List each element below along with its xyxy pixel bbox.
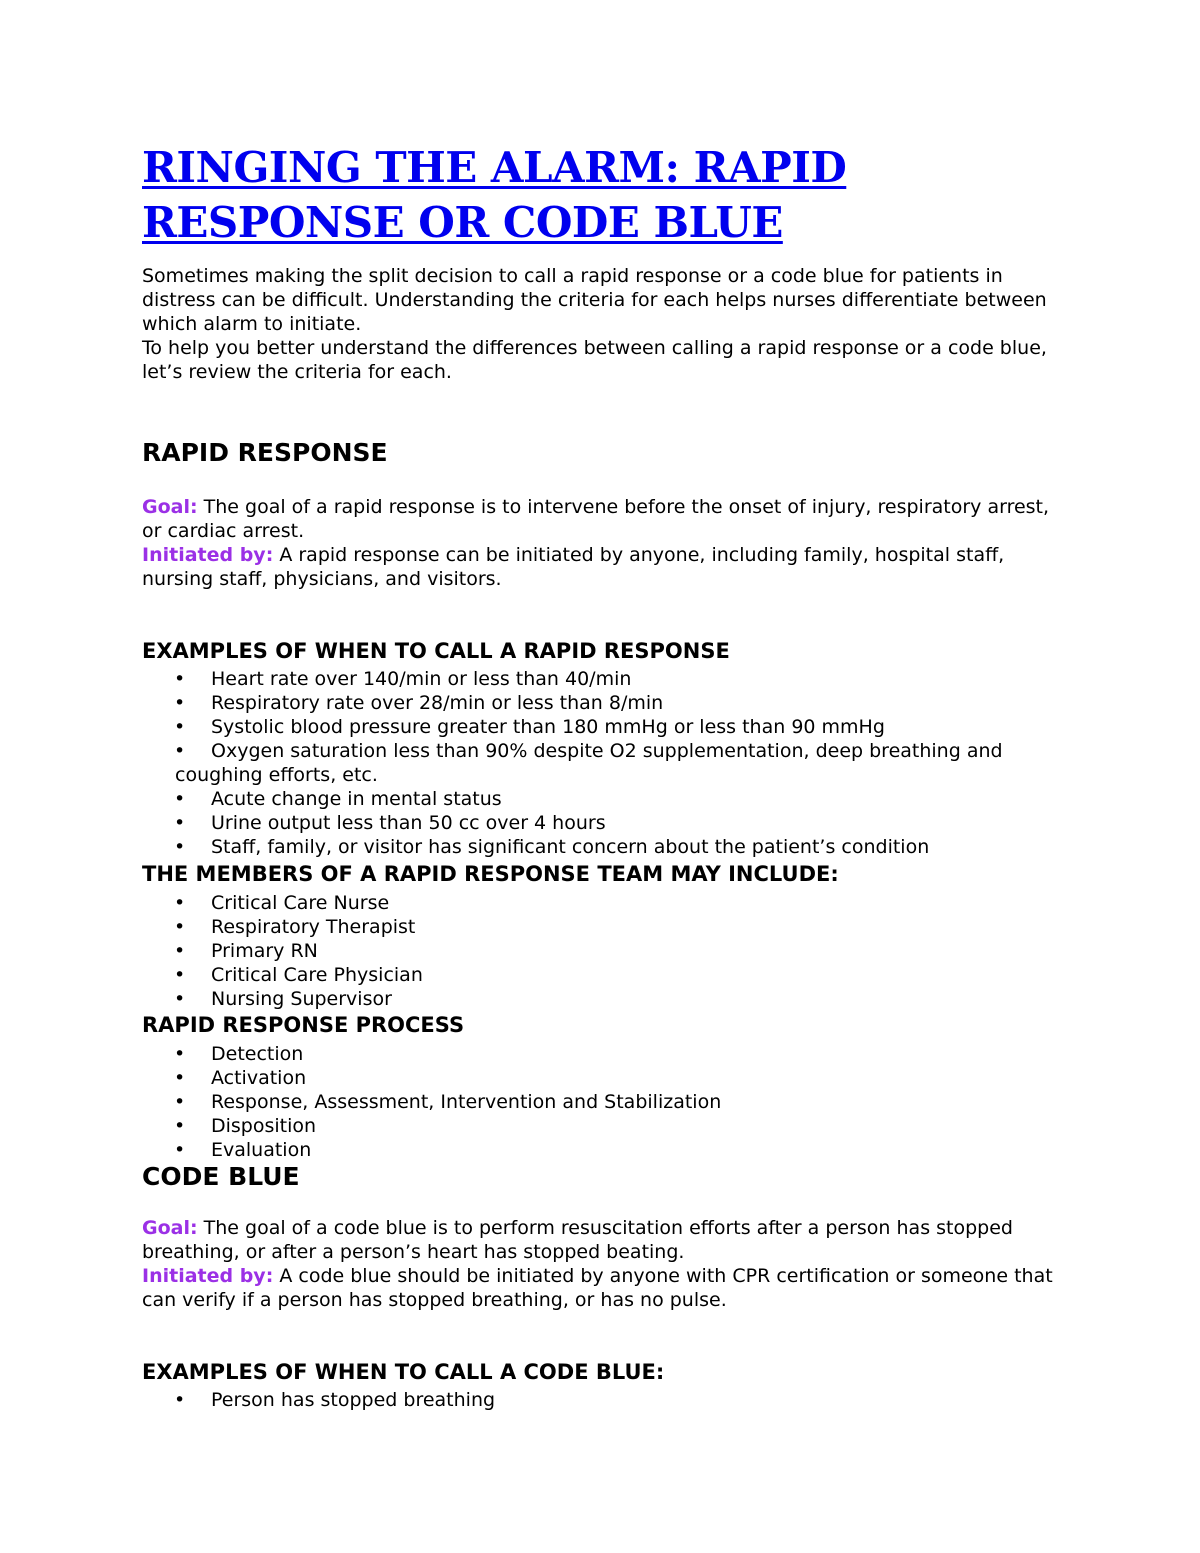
intro-paragraph-1: Sometimes making the split decision to call a rapid response or a code blue for patients in distress can be difficult. Understanding the criteria for each helps nurses differentiate between which alarm to initiate. — [142, 265, 1047, 335]
rapid-response-examples-heading: EXAMPLES OF WHEN TO CALL A RAPID RESPONSE — [142, 639, 730, 663]
list-item: • Staff, family, or visitor has significant concern about the patient’s condition — [174, 836, 930, 858]
goal-text: The goal of a code blue is to perform resuscitation efforts after a person has stopped breathing, or after a person’s heart has stopped beating. — [142, 1217, 1013, 1263]
bullet-icon: • — [174, 892, 186, 914]
bullet-icon: • — [174, 1067, 186, 1089]
bullet-icon: • — [174, 916, 186, 938]
list-item: • Respiratory rate over 28/min or less than 8/min — [174, 692, 664, 714]
title-line-2[interactable]: RESPONSE OR CODE BLUE — [142, 198, 783, 247]
initiated-by-label: Initiated by: — [142, 1265, 274, 1287]
list-item: • Evaluation — [174, 1139, 312, 1161]
code-blue-goal — [142, 1216, 1072, 1264]
goal-label: Goal: — [142, 1217, 198, 1239]
rapid-response-members-heading: THE MEMBERS OF A RAPID RESPONSE TEAM MAY INCLUDE: — [142, 862, 839, 886]
list-item: • Response, Assessment, Intervention and Stabilization — [174, 1091, 722, 1113]
bullet-icon: • — [174, 1115, 186, 1137]
rapid-response-examples-list — [142, 667, 1072, 859]
rapid-response-process-list — [142, 1042, 1072, 1162]
list-item: • Urine output less than 50 cc over 4 hours — [174, 812, 606, 834]
document-title[interactable] — [142, 140, 1072, 250]
list-item: • Critical Care Nurse — [174, 892, 390, 914]
rapid-response-members-list — [142, 891, 1072, 1011]
goal-text: The goal of a rapid response is to intervene before the onset of injury, respiratory arrest, or cardiac arrest. — [142, 496, 1050, 542]
bullet-icon: • — [174, 812, 186, 834]
intro-paragraph-2: To help you better understand the differences between calling a rapid response or a code blue, let’s review the criteria for each. — [142, 337, 1047, 383]
rapid-response-process-heading: RAPID RESPONSE PROCESS — [142, 1013, 465, 1037]
bullet-icon: • — [174, 716, 186, 738]
bullet-icon: • — [174, 836, 186, 858]
bullet-icon: • — [174, 1043, 186, 1065]
bullet-icon: • — [174, 1389, 186, 1411]
list-item: • Acute change in mental status — [174, 788, 502, 810]
code-blue-heading: CODE BLUE — [142, 1162, 300, 1191]
initiated-by-text: A rapid response can be initiated by anyone, including family, hospital staff, nursing staff, physicians, and visitors. — [142, 544, 1005, 590]
bullet-icon: • — [174, 740, 186, 762]
bullet-icon: • — [174, 668, 186, 690]
initiated-by-text: A code blue should be initiated by anyone with CPR certification or someone that can verify if a person has stopped breathing, or has no pulse. — [142, 1265, 1053, 1311]
list-item: • Critical Care Physician — [174, 964, 423, 986]
list-item: • Nursing Supervisor — [174, 988, 392, 1010]
list-item: • Respiratory Therapist — [174, 916, 416, 938]
bullet-icon: • — [174, 940, 186, 962]
bullet-icon: • — [174, 788, 186, 810]
initiated-by-label: Initiated by: — [142, 544, 274, 566]
list-item: • Systolic blood pressure greater than 180 mmHg or less than 90 mmHg — [174, 716, 885, 738]
bullet-icon: • — [174, 692, 186, 714]
bullet-icon: • — [174, 964, 186, 986]
bullet-icon: • — [174, 1091, 186, 1113]
code-blue-initiated-by — [142, 1264, 1072, 1312]
code-blue-examples-list — [142, 1388, 1072, 1412]
list-item: • Oxygen saturation less than 90% despite O2 supplementation, deep breathing and coughing efforts, etc. — [174, 740, 1003, 786]
list-item: • Activation — [174, 1067, 307, 1089]
goal-label: Goal: — [142, 496, 198, 518]
rapid-response-initiated-by — [142, 543, 1072, 591]
title-line-1[interactable]: RINGING THE ALARM: RAPID — [142, 143, 847, 192]
rapid-response-heading: RAPID RESPONSE — [142, 438, 388, 467]
list-item: • Disposition — [174, 1115, 317, 1137]
rapid-response-goal — [142, 495, 1072, 543]
list-item: • Person has stopped breathing — [174, 1389, 496, 1411]
document-page — [142, 140, 1072, 1412]
list-item: • Heart rate over 140/min or less than 40/min — [174, 668, 632, 690]
list-item: • Primary RN — [174, 940, 318, 962]
bullet-icon: • — [174, 988, 186, 1010]
list-item: • Detection — [174, 1043, 304, 1065]
bullet-icon: • — [174, 1139, 186, 1161]
code-blue-examples-heading: EXAMPLES OF WHEN TO CALL A CODE BLUE: — [142, 1360, 665, 1384]
